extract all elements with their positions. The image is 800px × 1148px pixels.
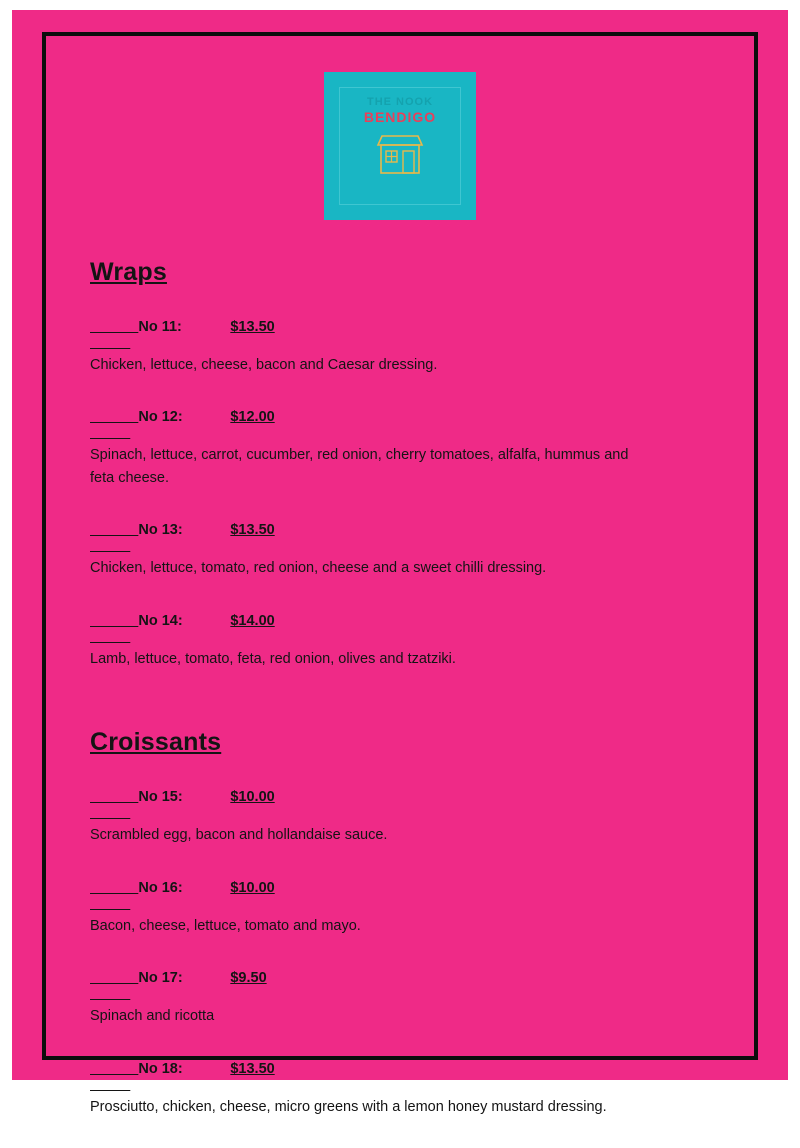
menu-item — [90, 597, 690, 670]
menu-item — [90, 303, 690, 376]
menu-item-description: Chicken, lettuce, tomato, red onion, cheese and a sweet chilli dressing. — [90, 560, 547, 577]
menu-item — [90, 1045, 690, 1118]
menu-item-number: No 17: — [138, 970, 183, 987]
menu-item-header — [90, 1045, 690, 1093]
menu-item-description: Spinach and ricotta — [90, 1008, 215, 1025]
menu-section-wraps — [90, 258, 690, 670]
menu-item-price: $12.00 — [230, 409, 275, 426]
menu-item-number: No 12: — [138, 409, 183, 426]
menu-item-number: No 16: — [138, 879, 183, 896]
section-title: Croissants — [90, 728, 222, 757]
logo — [324, 72, 476, 220]
menu-item — [90, 393, 690, 489]
menu-item-number: No 14: — [138, 612, 183, 629]
menu-item — [90, 864, 690, 937]
menu-item-price: $13.50 — [230, 1060, 275, 1077]
menu-content — [90, 258, 690, 1148]
logo-brand-line1: THE NOOK — [366, 96, 434, 108]
menu-item — [90, 954, 690, 1027]
menu-item-header — [90, 506, 690, 554]
menu-item-description: Chicken, lettuce, cheese, bacon and Caesar dressing. — [90, 357, 438, 373]
menu-item-header — [90, 393, 690, 441]
menu-item-price: $14.00 — [230, 612, 275, 629]
menu-item-description: Lamb, lettuce, tomato, feta, red onion, olives and tzatziki. — [90, 650, 456, 667]
menu-section-croissants — [90, 728, 690, 1118]
menu-item-description: Spinach, lettuce, carrot, cucumber, red onion, cherry tomatoes, alfalfa, hummus and feta cheese. — [90, 447, 629, 486]
menu-item-description: Prosciutto, chicken, cheese, micro greens with a lemon honey mustard dressing. — [90, 1098, 607, 1115]
menu-item — [90, 506, 690, 579]
menu-item-description: Bacon, cheese, lettuce, tomato and mayo. — [90, 917, 361, 934]
menu-item-price: $10.00 — [230, 879, 275, 896]
menu-item-price: $13.50 — [230, 319, 275, 335]
shopfront-icon — [374, 131, 426, 182]
menu-item-header — [90, 954, 690, 1002]
menu-item-number: No 13: — [138, 522, 183, 539]
menu-item-number: No 18: — [138, 1060, 183, 1077]
menu-item-price: $13.50 — [230, 522, 275, 539]
menu-item-number: No 11: — [138, 319, 182, 335]
menu-sheet — [12, 10, 788, 1115]
section-title: Wraps — [90, 258, 167, 286]
menu-item-description: Scrambled egg, bacon and hollandaise sauce. — [90, 827, 388, 844]
logo-brand-line2: BENDIGO — [363, 109, 437, 125]
menu-item — [90, 773, 690, 846]
menu-item-header — [90, 597, 690, 645]
menu-item-header — [90, 864, 690, 912]
menu-item-price: $9.50 — [230, 970, 267, 987]
section-spacer — [90, 700, 690, 728]
menu-item-price: $10.00 — [230, 789, 275, 806]
logo-frame — [339, 87, 461, 205]
menu-item-header — [90, 773, 690, 821]
menu-item-number: No 15: — [138, 789, 183, 806]
menu-item-header — [90, 303, 690, 351]
